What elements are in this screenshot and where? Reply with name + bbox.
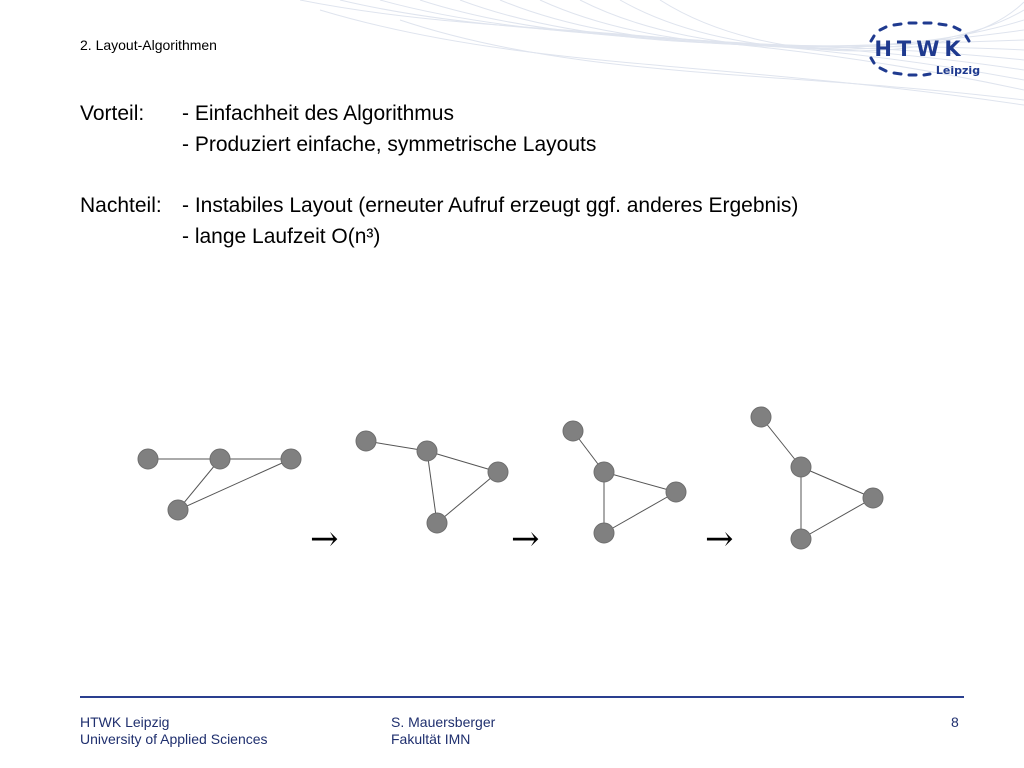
- graph-4-node: [863, 488, 883, 508]
- footer-faculty: Fakultät IMN: [391, 731, 471, 747]
- graph-4-edges: [761, 417, 873, 539]
- graph-3-node: [594, 462, 614, 482]
- logo-subtext: Leipzig: [935, 64, 981, 77]
- graph-3-node: [666, 482, 686, 502]
- footer-divider: [80, 696, 964, 698]
- graph-2-node: [356, 431, 376, 451]
- graph-2-node: [417, 441, 437, 461]
- graph-3-node: [563, 421, 583, 441]
- graph-4-node: [791, 457, 811, 477]
- graph-4-node: [751, 407, 771, 427]
- graph-2-node: [427, 513, 447, 533]
- graph-2-node: [488, 462, 508, 482]
- graph-1-node: [210, 449, 230, 469]
- nachteil-item-1: - Instabiles Layout (erneuter Aufruf erzeugt ggf. anderes Ergebnis): [182, 194, 799, 217]
- nachteil-item-2: - lange Laufzeit O(n³): [182, 225, 381, 248]
- footer-institution: [80, 714, 268, 748]
- vorteil-item-1: - Einfachheit des Algorithmus: [182, 102, 454, 125]
- graph-4-node: [791, 529, 811, 549]
- footer-institution-name: HTWK Leipzig: [80, 714, 170, 730]
- graph-1-node: [168, 500, 188, 520]
- vorteil-item-2: - Produziert einfache, symmetrische Layouts: [182, 133, 597, 156]
- arrow-2: →: [511, 519, 540, 559]
- logo-text: HTWK: [874, 37, 966, 61]
- graph-3-node: [594, 523, 614, 543]
- page-number: 8: [951, 714, 959, 730]
- arrow-3: →: [705, 519, 734, 559]
- graph-1-node: [281, 449, 301, 469]
- footer-institution-subtitle: University of Applied Sciences: [80, 731, 268, 747]
- arrow-1: →: [310, 519, 339, 559]
- section-title: 2. Layout-Algorithmen: [80, 37, 217, 53]
- nachteil-term: Nachteil:: [80, 194, 162, 217]
- vorteil-term: Vorteil:: [80, 102, 145, 125]
- footer-author-name: S. Mauersberger: [391, 714, 496, 730]
- graph-1-node: [138, 449, 158, 469]
- footer-author: [391, 714, 495, 748]
- graph-3-edges: [573, 431, 676, 533]
